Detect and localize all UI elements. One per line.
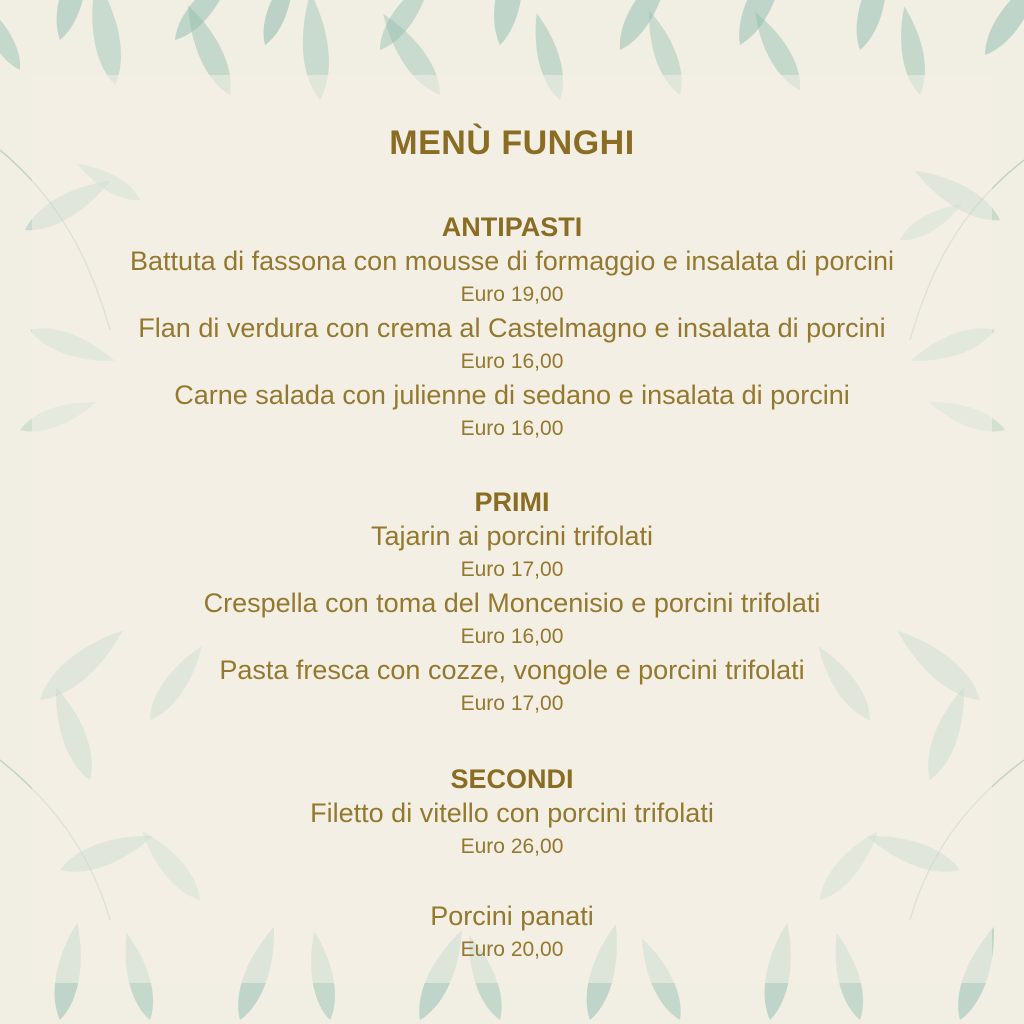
spacer bbox=[0, 863, 1024, 899]
section-title: SECONDI bbox=[450, 764, 574, 794]
section-secondi bbox=[0, 762, 1024, 966]
dish-name: Battuta di fassona con mousse di formaggio e insalata di porcini bbox=[130, 246, 894, 276]
section-primi bbox=[0, 485, 1024, 720]
dish-price: Euro 26,00 bbox=[460, 835, 564, 858]
dish-price: Euro 17,00 bbox=[460, 558, 564, 581]
dish-name: Carne salada con julienne di sedano e insalata di porcini bbox=[174, 380, 850, 410]
menu-title: MENÙ FUNGHI bbox=[389, 124, 635, 162]
dish-price: Euro 17,00 bbox=[460, 692, 564, 715]
dish-name: Flan di verdura con crema al Castelmagno e insalata di porcini bbox=[138, 313, 886, 343]
dish-price: Euro 16,00 bbox=[460, 350, 564, 373]
section-title: ANTIPASTI bbox=[441, 212, 583, 242]
section-title: PRIMI bbox=[474, 487, 550, 517]
dish-name: Tajarin ai porcini trifolati bbox=[370, 521, 654, 551]
dish-price: Euro 20,00 bbox=[460, 938, 564, 961]
dish-price: Euro 16,00 bbox=[460, 625, 564, 648]
dish-name: Crespella con toma del Moncenisio e porcini trifolati bbox=[203, 588, 821, 618]
dish-price: Euro 16,00 bbox=[460, 417, 564, 440]
dish-name: Pasta fresca con cozze, vongole e porcini trifolati bbox=[219, 655, 805, 685]
dish-name: Filetto di vitello con porcini trifolati bbox=[310, 798, 714, 828]
section-antipasti bbox=[0, 210, 1024, 445]
dish-name: Porcini panati bbox=[430, 901, 594, 931]
dish-price: Euro 19,00 bbox=[460, 283, 564, 306]
